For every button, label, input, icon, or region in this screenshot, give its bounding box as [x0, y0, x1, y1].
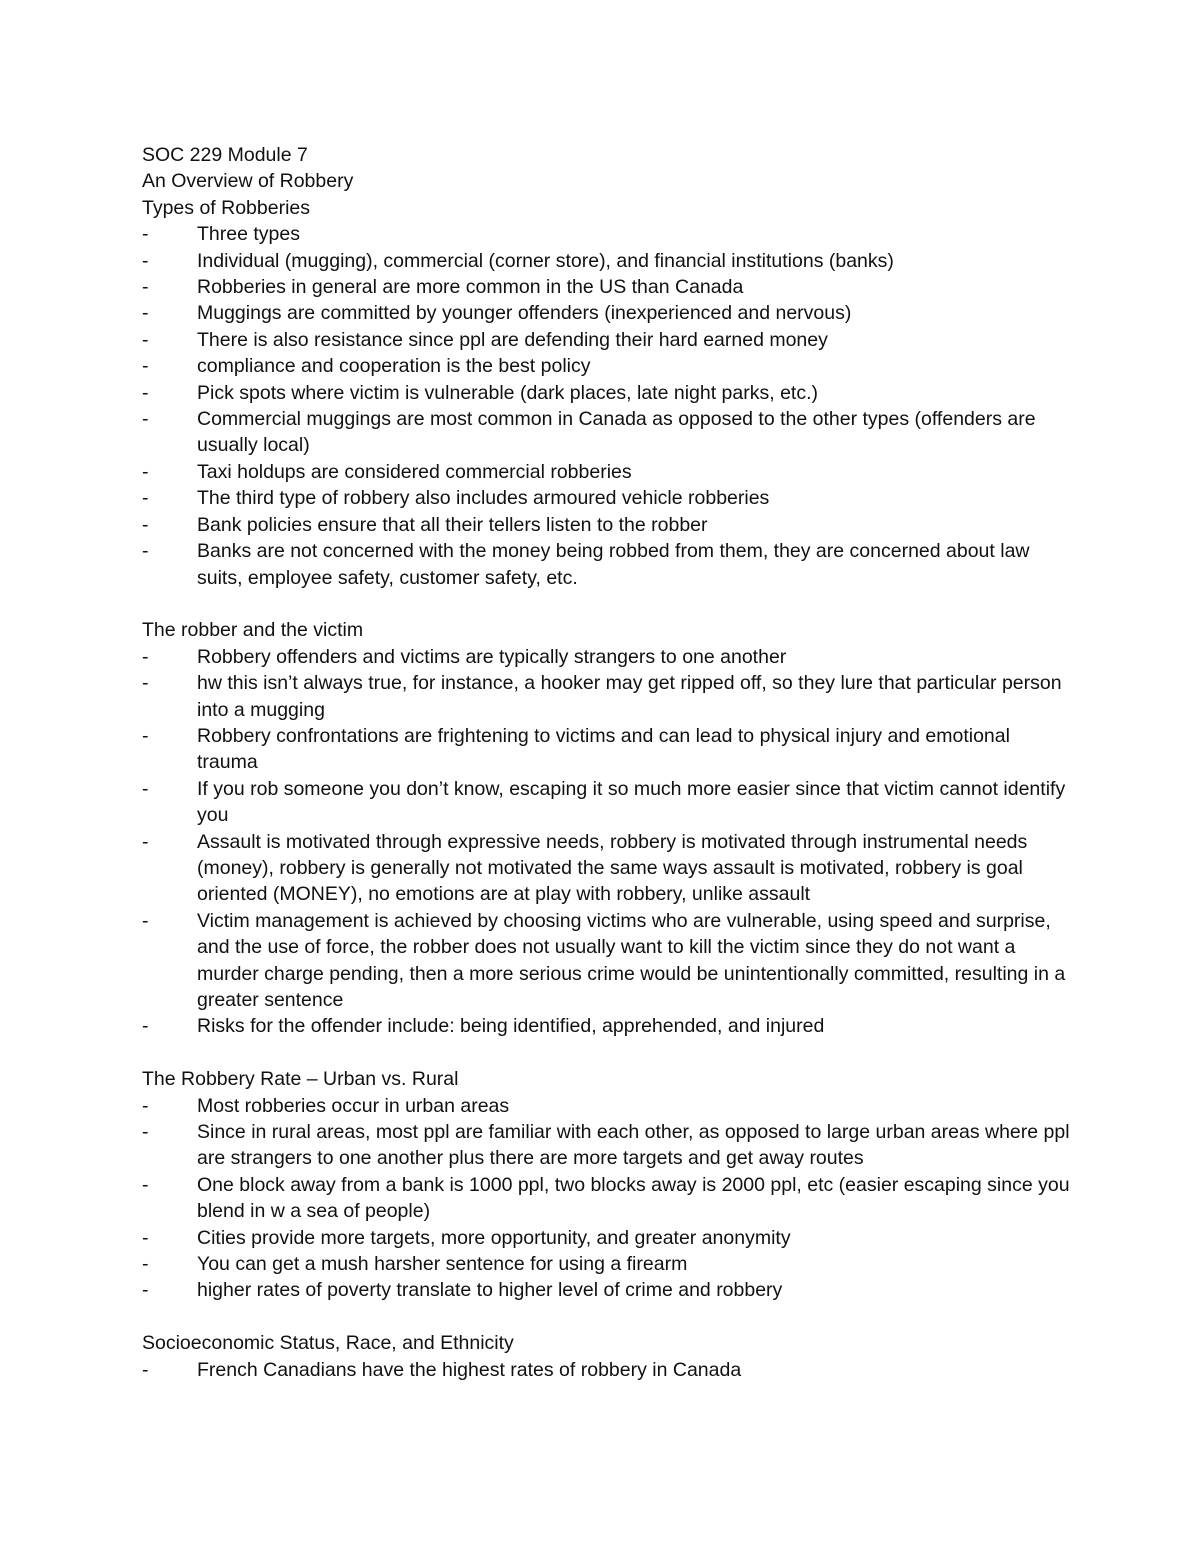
bullet-dash: -	[142, 302, 149, 325]
list-item	[142, 1357, 1072, 1383]
list-item	[142, 1251, 1072, 1277]
bullet-dash: -	[142, 1121, 149, 1143]
bullet-text: compliance and cooperation is the best policy	[197, 355, 591, 378]
bullet-text: There is also resistance since ppl are defending their hard earned money	[197, 328, 828, 351]
bullet-text: Robberies in general are more common in the US than Canada	[197, 276, 744, 299]
bullet-dash: -	[142, 1015, 149, 1038]
bullet-dash: -	[142, 1226, 149, 1249]
list-item	[142, 670, 1072, 723]
list-item	[142, 723, 1072, 776]
list-item	[142, 485, 1072, 511]
list-item	[142, 459, 1072, 485]
bullet-dash: -	[142, 540, 149, 563]
bullet-text: Commercial muggings are most common in Canada as opposed to the other types (offenders are usually local)	[197, 408, 1036, 457]
bullet-text: Cities provide more targets, more opportunity, and greater anonymity	[197, 1226, 791, 1249]
bullet-list	[142, 1093, 1072, 1304]
section-heading: The robber and the victim	[142, 619, 364, 642]
bullet-dash: -	[142, 724, 149, 747]
bullet-dash: -	[142, 223, 149, 246]
bullet-dash: -	[142, 1358, 149, 1381]
bullet-dash: -	[142, 1094, 149, 1117]
list-item	[142, 300, 1072, 326]
list-item	[142, 221, 1072, 247]
section	[142, 1066, 1072, 1304]
bullet-text: higher rates of poverty translate to higher level of crime and robbery	[197, 1279, 783, 1302]
document-page	[142, 142, 1072, 1383]
list-item	[142, 1172, 1072, 1225]
bullet-dash: -	[142, 381, 149, 404]
bullet-dash: -	[142, 276, 149, 299]
section-heading: The Robbery Rate – Urban vs. Rural	[142, 1068, 459, 1091]
bullet-text: French Canadians have the highest rates of robbery in Canada	[197, 1358, 742, 1381]
bullet-text: Muggings are committed by younger offenders (inexperienced and nervous)	[197, 302, 852, 325]
list-item	[142, 829, 1072, 908]
section-heading: Socioeconomic Status, Race, and Ethnicity	[142, 1332, 514, 1355]
bullet-text: Risks for the offender include: being identified, apprehended, and injured	[197, 1015, 825, 1038]
bullet-dash: -	[142, 328, 149, 351]
list-item	[142, 908, 1072, 1014]
bullet-text: Assault is motivated through expressive needs, robbery is motivated through instrumental needs (money), robbery is generally not motivated the same ways assault is motivated, robbery is goal oriented (MONEY), no emotions are at play with robbery, unlike assault	[197, 830, 1028, 906]
bullet-text: Robbery offenders and victims are typically strangers to one another	[197, 645, 787, 668]
bullet-text: If you rob someone you don’t know, escaping it so much more easier since that victim cannot identify you	[197, 777, 1066, 827]
list-item	[142, 776, 1072, 829]
bullet-dash: -	[142, 645, 149, 668]
list-item	[142, 1277, 1072, 1303]
list-item	[142, 406, 1072, 459]
list-item	[142, 1225, 1072, 1251]
bullet-dash: -	[142, 355, 149, 378]
section	[142, 1330, 1072, 1383]
bullet-text: hw this isn’t always true, for instance, a hooker may get ripped off, so they lure that particular person into a mugging	[197, 672, 1062, 721]
bullet-text: Banks are not concerned with the money being robbed from them, they are concerned about law suits, employee safety, customer safety, etc.	[197, 540, 1030, 589]
bullet-text: Victim management is achieved by choosing victims who are vulnerable, using speed and surprise, and the use of force, the robber does not usually want to kill the victim since they do not want a murder charge pending, then a more serious crime would be unintentionally committed, resulting in a greater sentence	[197, 909, 1066, 1011]
bullet-dash: -	[142, 487, 149, 510]
bullet-dash: -	[142, 513, 149, 536]
list-item	[142, 380, 1072, 406]
bullet-text: Since in rural areas, most ppl are familiar with each other, as opposed to large urban areas where ppl are strangers to one another plus there are more targets and get away routes	[197, 1121, 1070, 1170]
list-item	[142, 1013, 1072, 1039]
list-item	[142, 538, 1072, 591]
bullet-text: Bank policies ensure that all their tellers listen to the robber	[197, 513, 708, 536]
bullet-text: Individual (mugging), commercial (corner store), and financial institutions (banks)	[197, 249, 894, 272]
list-item	[142, 327, 1072, 353]
bullet-dash: -	[142, 408, 149, 431]
bullet-text: Robbery confrontations are frightening to victims and can lead to physical injury and emotional trauma	[197, 724, 1010, 774]
bullet-dash: -	[142, 672, 149, 695]
bullet-text: Three types	[197, 223, 300, 246]
section	[142, 195, 1072, 591]
bullet-dash: -	[142, 1173, 149, 1196]
list-item	[142, 512, 1072, 538]
bullet-dash: -	[142, 460, 149, 483]
list-item	[142, 274, 1072, 300]
section-heading: Types of Robberies	[142, 196, 311, 219]
bullet-text: Pick spots where victim is vulnerable (dark places, late night parks, etc.)	[197, 381, 819, 404]
document-title: An Overview of Robbery	[142, 170, 354, 193]
bullet-dash: -	[142, 249, 149, 272]
bullet-list	[142, 221, 1072, 591]
bullet-text: One block away from a bank is 1000 ppl, two blocks away is 2000 ppl, etc (easier escaping since you blend in w a sea of people)	[197, 1173, 1070, 1223]
bullet-dash: -	[142, 830, 149, 853]
list-item	[142, 1093, 1072, 1119]
bullet-dash: -	[142, 909, 149, 932]
list-item	[142, 644, 1072, 670]
bullet-text: The third type of robbery also includes armoured vehicle robberies	[197, 487, 770, 510]
bullet-list	[142, 1357, 1072, 1383]
list-item	[142, 353, 1072, 379]
list-item	[142, 1119, 1072, 1172]
bullet-dash: -	[142, 1253, 149, 1276]
course-title: SOC 229 Module 7	[142, 144, 308, 166]
document-body	[142, 195, 1072, 1383]
bullet-dash: -	[142, 777, 149, 800]
bullet-text: Taxi holdups are considered commercial robberies	[197, 460, 632, 483]
section	[142, 617, 1072, 1040]
bullet-list	[142, 644, 1072, 1040]
bullet-text: You can get a mush harsher sentence for using a firearm	[197, 1253, 688, 1276]
bullet-dash: -	[142, 1279, 149, 1302]
list-item	[142, 248, 1072, 274]
bullet-text: Most robberies occur in urban areas	[197, 1094, 510, 1117]
